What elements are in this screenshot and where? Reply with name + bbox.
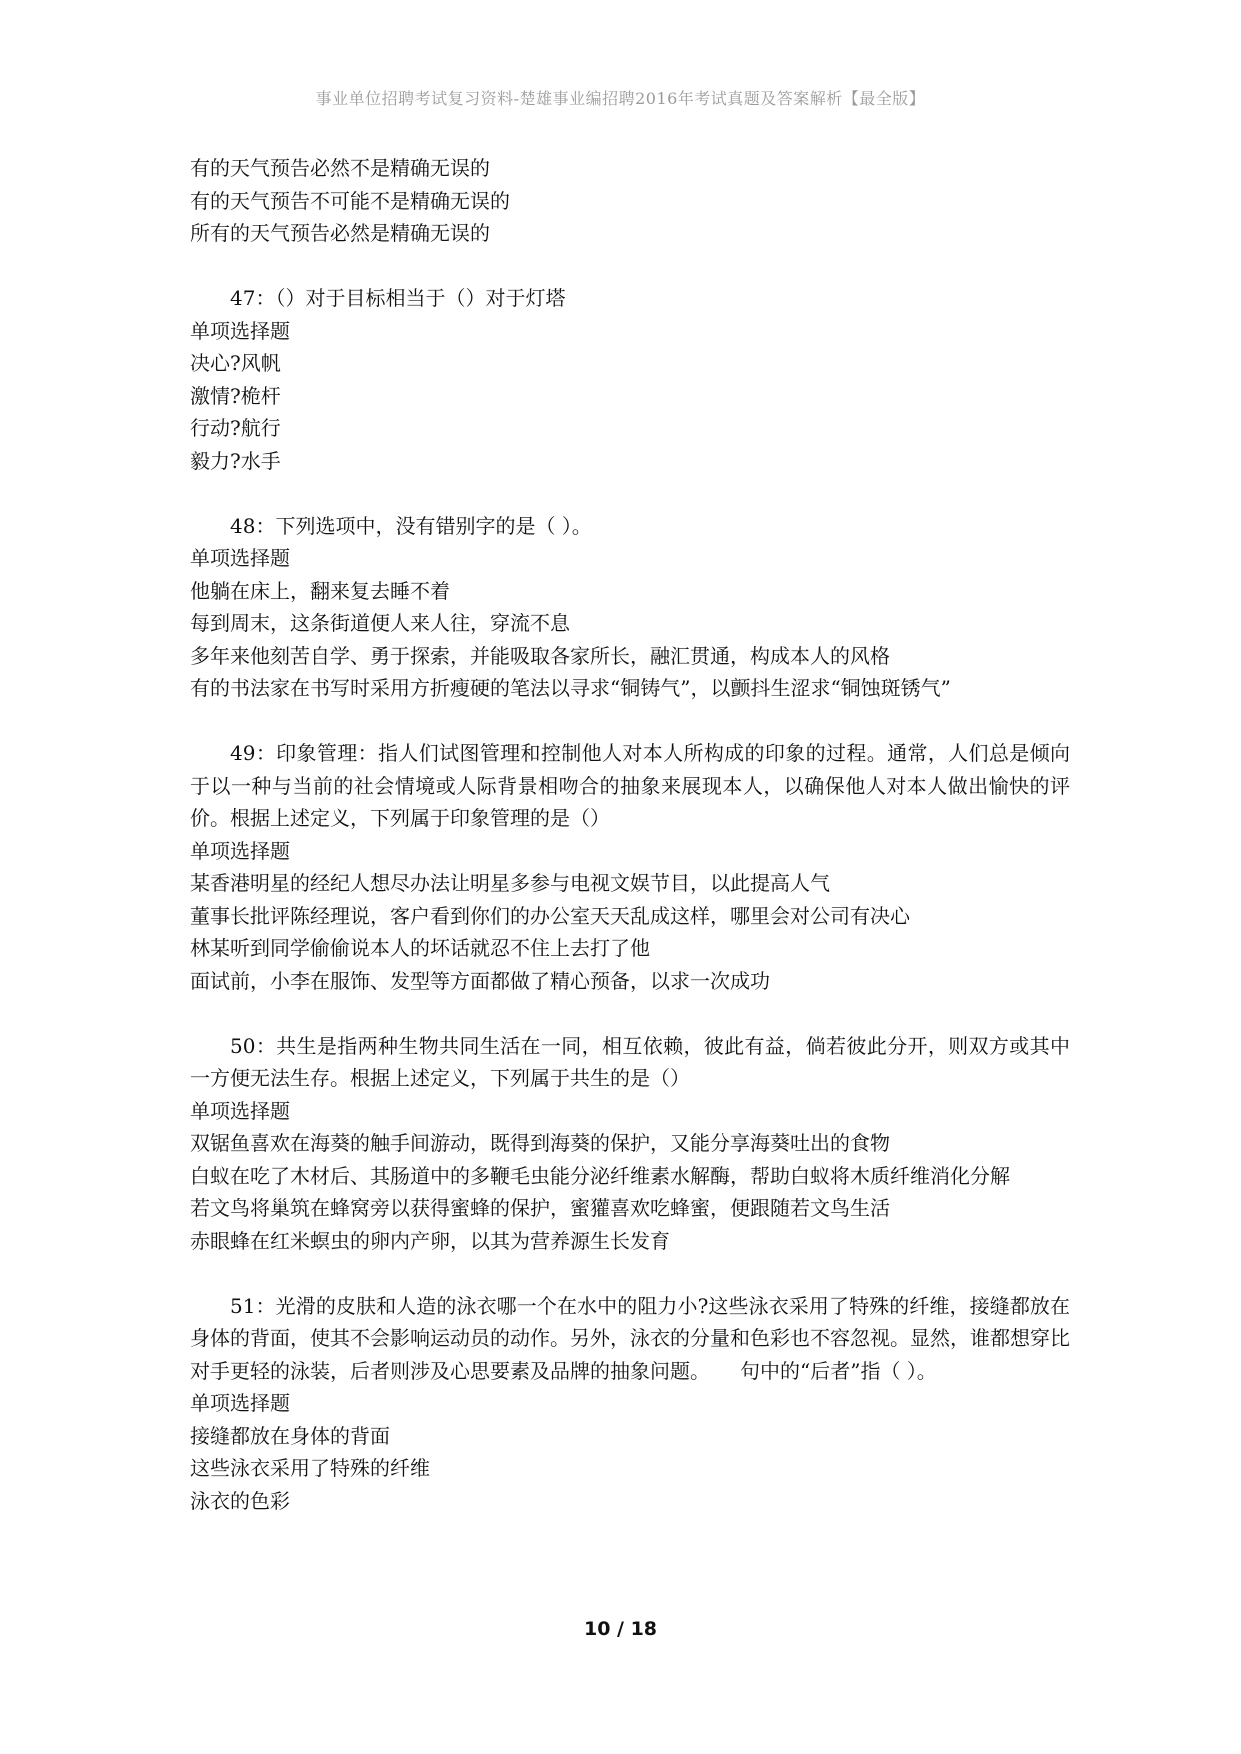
option-text: 泳衣的色彩 — [190, 1488, 290, 1513]
document-body — [190, 152, 1070, 1517]
option-text: 有的书法家在书写时采用方折瘦硬的笔法以寻求“铜铸气”，以颤抖生涩求“铜蚀斑锈气” — [190, 676, 951, 700]
option-text: 他躺在床上，翻来复去睡不着 — [190, 578, 450, 603]
page-header: 事业单位招聘考试复习资料-楚雄事业编招聘2016年考试真题及答案解析【最全版】 — [315, 89, 926, 108]
option-text: 某香港明星的经纪人想尽办法让明星多参与电视文娱节目，以此提高人气 — [190, 871, 830, 895]
question-type: 单项选择题 — [190, 318, 290, 343]
question-type: 单项选择题 — [190, 838, 290, 863]
option-text: 决心?风帆 — [190, 351, 281, 375]
question-stem: 49：印象管理：指人们试图管理和控制他人对本人所构成的印象的过程。通常，人们总是倾向于以一种与当前的社会情境或人际背景相吻合的抽象来展现本人，以确保他人对本人做出愉快的评价。根据上述定义，下列属于印象管理的是（） — [190, 741, 1070, 830]
option-text: 激情?桅杆 — [190, 383, 281, 408]
question-type: 单项选择题 — [190, 546, 290, 570]
option-text: 有的天气预告不可能不是精确无误的 — [190, 188, 510, 213]
option-text: 毅力?水手 — [190, 448, 281, 473]
option-text: 每到周末，这条街道便人来人往，穿流不息 — [190, 611, 570, 635]
option-text: 多年来他刻苦自学、勇于探索，并能吸取各家所长，融汇贯通，构成本人的风格 — [190, 643, 890, 668]
question-50 — [190, 1030, 1070, 1258]
option-text: 赤眼蜂在红米螟虫的卵内产卵，以其为营养源生长发育 — [190, 1228, 670, 1253]
option-text: 董事长批评陈经理说，客户看到你们的办公室天天乱成这样，哪里会对公司有决心 — [190, 903, 910, 928]
question-stem: 47：（）对于目标相当于（）对于灯塔 — [230, 286, 566, 310]
question-stem: 51：光滑的皮肤和人造的泳衣哪一个在水中的阻力小?这些泳衣采用了特殊的纤维，接缝都放在身体的背面，使其不会影响运动员的动作。另外，泳衣的分量和色彩也不容忽视。显然，谁都想穿比对手更轻的泳装，后者则涉及心思要素及品牌的抽象问题。 句中的“后者”指（ ）。 — [190, 1293, 1070, 1383]
page-number: 10 / 18 — [583, 1618, 658, 1640]
option-text: 林某听到同学偷偷说本人的坏话就忍不住上去打了他 — [190, 936, 650, 960]
option-text: 若文鸟将巢筑在蜂窝旁以获得蜜蜂的保护，蜜獾喜欢吃蜂蜜，便跟随若文鸟生活 — [190, 1196, 890, 1220]
option-text: 有的天气预告必然不是精确无误的 — [190, 156, 490, 180]
question-51 — [190, 1290, 1070, 1518]
question-stem: 48：下列选项中，没有错别字的是（ ）。 — [230, 513, 592, 538]
question-stem: 50：共生是指两种生物共同生活在一同，相互依赖，彼此有益，倘若彼此分开，则双方或其中一方便无法生存。根据上述定义，下列属于共生的是（） — [190, 1033, 1070, 1090]
question-48 — [190, 510, 1070, 705]
option-text: 接缝都放在身体的背面 — [190, 1423, 390, 1448]
question-49 — [190, 737, 1070, 997]
previous-question-options — [190, 152, 1070, 250]
option-text: 面试前，小李在服饰、发型等方面都做了精心预备，以求一次成功 — [190, 968, 770, 993]
option-text: 这些泳衣采用了特殊的纤维 — [190, 1456, 430, 1480]
option-text: 白蚁在吃了木材后、其肠道中的多鞭毛虫能分泌纤维素水解酶，帮助白蚁将木质纤维消化分解 — [190, 1163, 1010, 1188]
question-47 — [190, 282, 1070, 477]
question-type: 单项选择题 — [190, 1391, 290, 1415]
option-text: 行动?航行 — [190, 416, 281, 440]
option-text: 双锯鱼喜欢在海葵的触手间游动，既得到海葵的保护，又能分享海葵吐出的食物 — [190, 1131, 890, 1155]
option-text: 所有的天气预告必然是精确无误的 — [190, 221, 490, 245]
question-type: 单项选择题 — [190, 1098, 290, 1123]
